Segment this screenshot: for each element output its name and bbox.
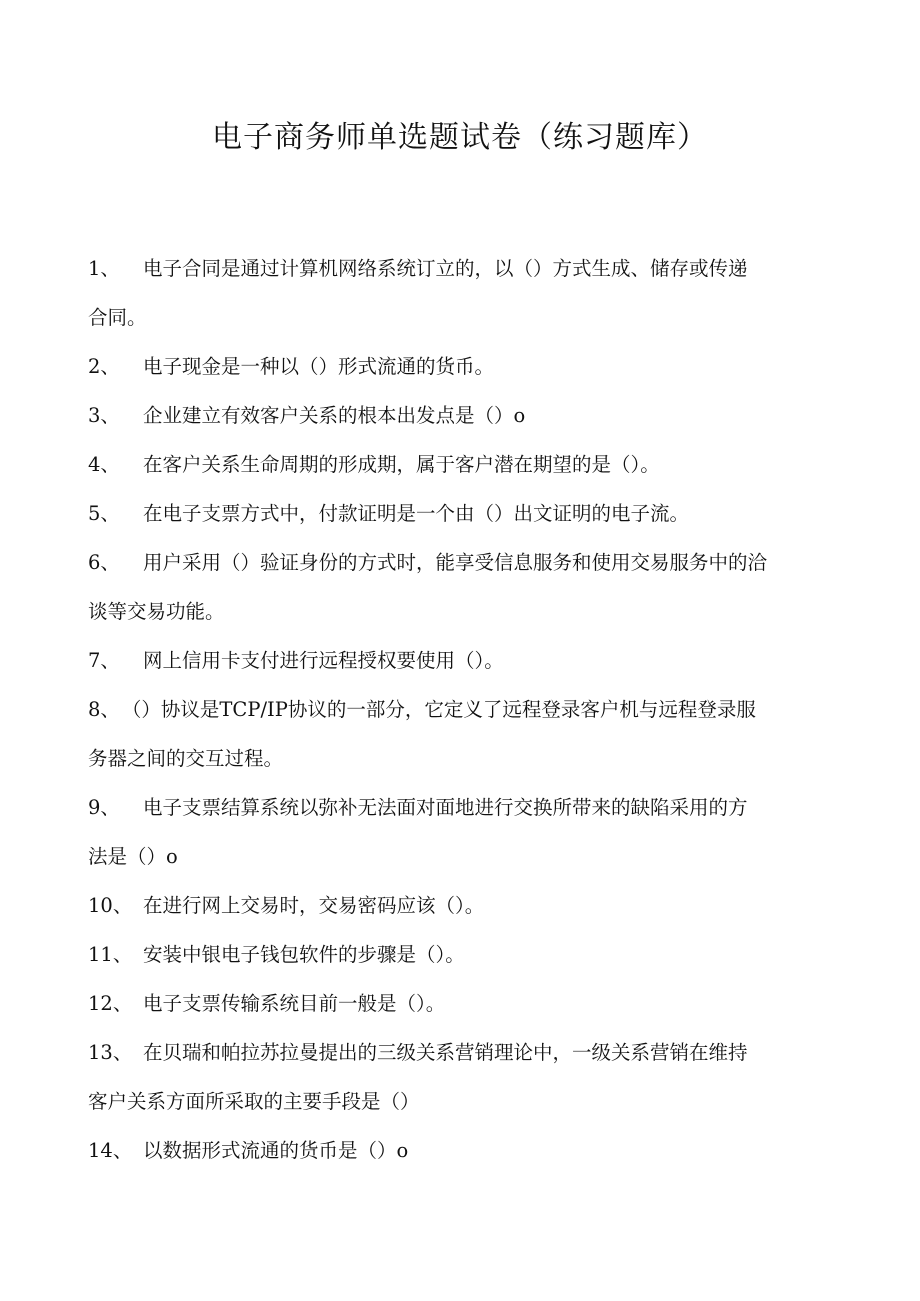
question-text: 法是（）o [88, 845, 178, 868]
question-number: 2、 [88, 355, 120, 378]
question-text: 务器之间的交互过程。 [88, 747, 284, 770]
question-number: 6、 [88, 551, 120, 574]
question-number: 3、 [88, 404, 120, 427]
question-line [88, 881, 828, 930]
question-item [88, 244, 828, 342]
question-line [88, 636, 828, 685]
question-item [88, 930, 828, 979]
question-text: 在进行网上交易时，交易密码应该（）。 [143, 894, 485, 917]
question-number: 8、 [88, 698, 120, 721]
document-title: 电子商务师单选题试卷（练习题库） [212, 120, 708, 155]
question-text: 用户采用（）验证身份的方式时，能享受信息服务和使用交易服务中的洽 [143, 551, 768, 574]
question-line [88, 538, 828, 587]
question-line [88, 244, 828, 293]
question-item [88, 440, 828, 489]
question-text: 在贝瑞和帕拉苏拉曼提出的三级关系营销理论中，一级关系营销在维持 [143, 1041, 748, 1064]
question-number: 10、 [88, 894, 133, 917]
question-text: 在电子支票方式中，付款证明是一个由（）出文证明的电子流。 [143, 502, 690, 525]
question-line [88, 440, 828, 489]
question-item [88, 538, 828, 636]
question-line [88, 685, 828, 734]
question-number: 7、 [88, 649, 120, 672]
question-line [88, 1077, 828, 1126]
question-text: 电子现金是一种以（）形式流通的货币。 [143, 355, 495, 378]
question-line [88, 832, 828, 881]
question-item [88, 489, 828, 538]
question-line [88, 342, 828, 391]
question-item [88, 685, 828, 783]
question-text: 安装中银电子钱包软件的步骤是（）。 [143, 943, 465, 966]
question-line [88, 734, 828, 783]
question-text: 电子支票传输系统目前一般是（）。 [143, 992, 446, 1015]
question-line [88, 1126, 828, 1175]
question-line [88, 783, 828, 832]
question-line [88, 1028, 828, 1077]
question-number: 5、 [88, 502, 120, 525]
question-list [88, 244, 828, 1175]
question-text: 在客户关系生命周期的形成期，属于客户潜在期望的是（）。 [143, 453, 660, 476]
question-number: 1、 [88, 257, 120, 280]
question-text: 客户关系方面所采取的主要手段是（） [88, 1090, 420, 1113]
question-line [88, 587, 828, 636]
question-text: 网上信用卡支付进行远程授权要使用（）。 [143, 649, 504, 672]
question-item [88, 636, 828, 685]
question-number: 9、 [88, 796, 120, 819]
question-item [88, 391, 828, 440]
question-text: 企业建立有效客户关系的根本出发点是（）o [143, 404, 526, 427]
question-number: 4、 [88, 453, 120, 476]
question-text: 谈等交易功能。 [88, 600, 225, 623]
question-number: 11、 [88, 943, 133, 966]
question-number: 12、 [88, 992, 133, 1015]
question-text: 以数据形式流通的货币是（）o [143, 1139, 409, 1162]
question-text: 电子支票结算系统以弥补无法面对面地进行交换所带来的缺陷采用的方 [143, 796, 748, 819]
question-item [88, 1028, 828, 1126]
question-line [88, 489, 828, 538]
question-item [88, 881, 828, 930]
question-line [88, 930, 828, 979]
question-line [88, 391, 828, 440]
question-line [88, 293, 828, 342]
question-item [88, 1126, 828, 1175]
question-text: （）协议是TCP/IP协议的一部分，它定义了远程登录客户机与远程登录服 [121, 698, 756, 721]
question-number: 13、 [88, 1041, 133, 1064]
question-number: 14、 [88, 1139, 133, 1162]
question-item [88, 979, 828, 1028]
question-item [88, 342, 828, 391]
question-text: 合同。 [88, 306, 147, 329]
question-item [88, 783, 828, 881]
question-line [88, 979, 828, 1028]
question-text: 电子合同是通过计算机网络系统订立的，以（）方式生成、储存或传递 [143, 257, 748, 280]
